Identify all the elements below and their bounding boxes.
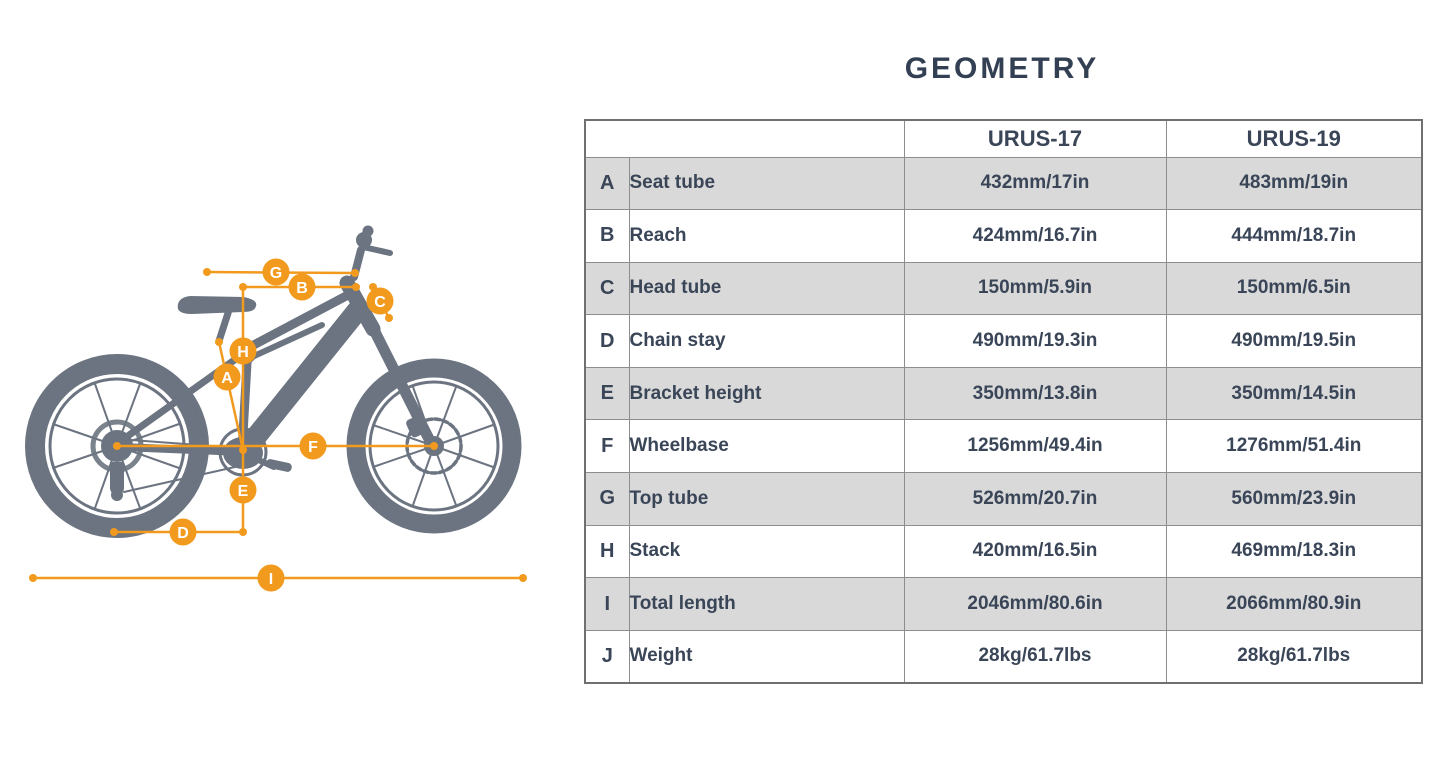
badge-i [258, 565, 285, 592]
badge-g [263, 259, 290, 286]
row-urus19-value: 560mm/23.9in [1166, 473, 1422, 526]
saddle-assembly [178, 296, 257, 341]
row-label: Bracket height [629, 367, 904, 420]
badge-letter-d: D [177, 525, 189, 542]
table-row [585, 420, 1422, 473]
row-urus17-value: 1256mm/49.4in [904, 420, 1166, 473]
badge-e [230, 477, 257, 504]
bike-geometry-diagram [0, 0, 575, 773]
row-urus19-value: 444mm/18.7in [1166, 210, 1422, 263]
row-urus17-value: 424mm/16.7in [904, 210, 1166, 263]
row-urus17-value: 526mm/20.7in [904, 473, 1166, 526]
row-label: Seat tube [629, 157, 904, 210]
row-key: E [585, 367, 629, 420]
table-row [585, 578, 1422, 631]
table-row [585, 367, 1422, 420]
row-urus17-value: 490mm/19.3in [904, 315, 1166, 368]
row-urus19-value: 28kg/61.7lbs [1166, 630, 1422, 683]
row-label: Reach [629, 210, 904, 263]
row-urus17-value: 2046mm/80.6in [904, 578, 1166, 631]
row-key: J [585, 630, 629, 683]
row-urus19-value: 350mm/14.5in [1166, 367, 1422, 420]
row-urus17-value: 350mm/13.8in [904, 367, 1166, 420]
badge-letter-f: F [308, 439, 318, 456]
row-urus17-value: 150mm/5.9in [904, 262, 1166, 315]
row-urus19-value: 469mm/18.3in [1166, 525, 1422, 578]
geometry-table-body [585, 157, 1422, 683]
badge-letter-b: B [296, 280, 308, 297]
badge-d [170, 519, 197, 546]
badge-letter-a: A [221, 370, 233, 387]
row-label: Chain stay [629, 315, 904, 368]
row-urus19-value: 490mm/19.5in [1166, 315, 1422, 368]
badge-letter-i: I [268, 571, 274, 588]
header-urus-19: URUS-19 [1166, 120, 1422, 157]
badge-letter-h: H [237, 344, 249, 361]
row-urus19-value: 2066mm/80.9in [1166, 578, 1422, 631]
row-urus17-value: 432mm/17in [904, 157, 1166, 210]
table-row [585, 210, 1422, 263]
handlebar-assembly [354, 226, 390, 278]
row-key: A [585, 157, 629, 210]
row-key: B [585, 210, 629, 263]
row-label: Wheelbase [629, 420, 904, 473]
row-urus17-value: 28kg/61.7lbs [904, 630, 1166, 683]
row-label: Head tube [629, 262, 904, 315]
row-key: H [585, 525, 629, 578]
table-row [585, 315, 1422, 368]
badge-a [214, 364, 241, 391]
table-row [585, 473, 1422, 526]
pedal [265, 458, 292, 472]
badge-letter-g: G [269, 265, 283, 282]
badge-letter-c: C [374, 294, 386, 311]
table-row [585, 630, 1422, 683]
row-urus17-value: 420mm/16.5in [904, 525, 1166, 578]
row-key: I [585, 578, 629, 631]
badge-f [300, 433, 327, 460]
row-key: F [585, 420, 629, 473]
badge-letter-e: E [237, 483, 249, 500]
row-key: D [585, 315, 629, 368]
row-urus19-value: 150mm/6.5in [1166, 262, 1422, 315]
header-blank-cell [585, 120, 904, 157]
row-key: G [585, 473, 629, 526]
table-row [585, 525, 1422, 578]
table-row [585, 157, 1422, 210]
row-urus19-value: 1276mm/51.4in [1166, 420, 1422, 473]
badge-c [367, 288, 394, 315]
geometry-table [584, 119, 1423, 684]
table-header-row [585, 120, 1422, 157]
badge-h [230, 338, 257, 365]
row-label: Total length [629, 578, 904, 631]
row-label: Weight [629, 630, 904, 683]
row-label: Top tube [629, 473, 904, 526]
badge-b [289, 274, 316, 301]
page-title: GEOMETRY [904, 52, 1100, 85]
row-key: C [585, 262, 629, 315]
row-label: Stack [629, 525, 904, 578]
header-urus-17: URUS-17 [904, 120, 1166, 157]
row-urus19-value: 483mm/19in [1166, 157, 1422, 210]
table-row [585, 262, 1422, 315]
